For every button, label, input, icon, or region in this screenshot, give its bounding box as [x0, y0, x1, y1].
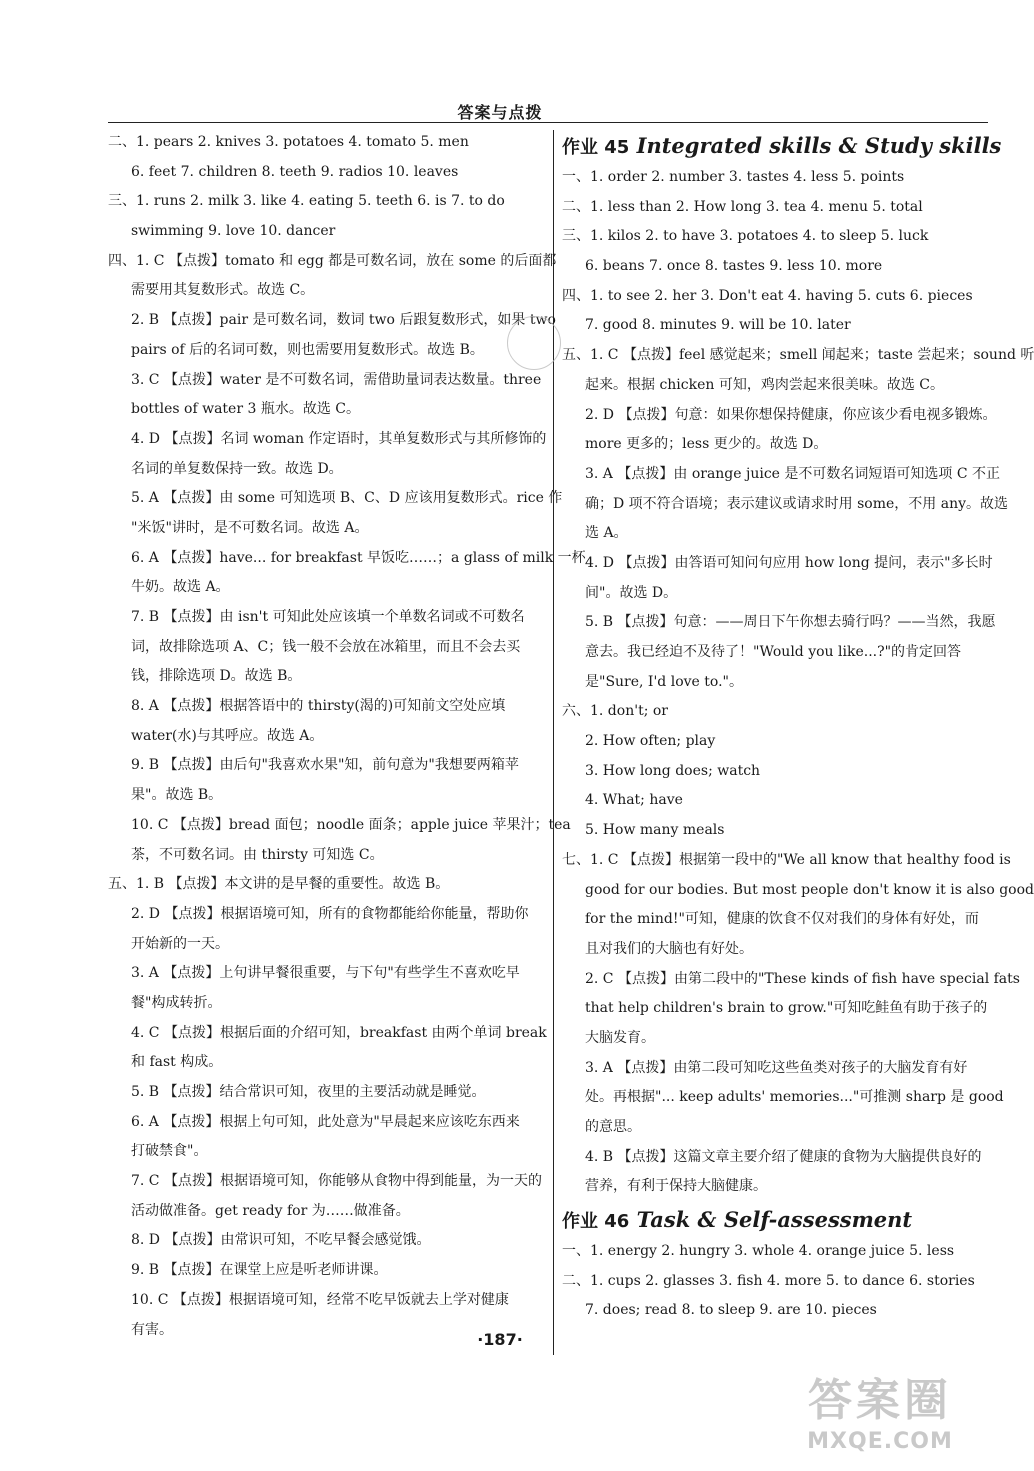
- answer-line: 确；D 项不符合语境；表示建议或请求时用 some，不用 any。故选: [585, 495, 1009, 512]
- answer-line: 3. A 【点拨】上句讲早餐很重要，与下句"有些学生不喜欢吃早: [131, 965, 520, 982]
- answer-line: 3. C 【点拨】water 是不可数名词，需借助量词表达数量。three: [131, 371, 542, 388]
- answer-line: 8. A 【点拨】根据答语中的 thirsty(渴的)可知前文空处应填: [131, 698, 506, 715]
- answer-line: more 更多的；less 更少的。故选 D。: [585, 436, 828, 453]
- answer-line: 茶，不可数名词。由 thirsty 可知选 C。: [131, 846, 384, 863]
- answer-line: 五、1. B 【点拨】本文讲的是早餐的重要性。故选 B。: [108, 876, 450, 893]
- answer-line: 4. D 【点拨】由答语可知问句应用 how long 提问，表示"多长时: [585, 554, 993, 571]
- answer-line: 二、1. less than 2. How long 3. tea 4. menu 5. total: [562, 198, 923, 215]
- answer-line: 果"。故选 B。: [131, 787, 223, 804]
- answer-line: 4. D 【点拨】名词 woman 作定语时，其单复数形式与其所修饰的: [131, 430, 547, 447]
- answer-line: 10. C 【点拨】根据语境可知，经常不吃早饭就去上学对健康: [131, 1291, 509, 1308]
- answer-line: 一、1. energy 2. hungry 3. whole 4. orange juice 5. less: [562, 1243, 955, 1260]
- answer-line: 5. How many meals: [585, 822, 725, 839]
- answer-line: 2. B 【点拨】pair 是可数名词，数词 two 后跟复数形式，如果 two: [131, 312, 556, 329]
- page-number: ·187·: [477, 1330, 523, 1349]
- answer-line: 大脑发育。: [585, 1029, 655, 1046]
- answer-line: 有害。: [131, 1321, 173, 1338]
- answer-line: 6. feet 7. children 8. teeth 9. radios 10. leaves: [131, 163, 459, 180]
- answer-line: 需要用其复数形式。故选 C。: [131, 282, 315, 299]
- answer-line: 且对我们的大脑也有好处。: [585, 940, 753, 957]
- answer-line: 6. beans 7. once 8. tastes 9. less 10. more: [585, 258, 883, 275]
- faint-stamp-mark: [507, 316, 561, 370]
- answer-line: 打破禁食"。: [131, 1143, 208, 1160]
- answer-line: 二、1. pears 2. knives 3. potatoes 4. tomato 5. men: [108, 134, 469, 150]
- answer-line: 2. How often; play: [585, 733, 716, 750]
- answer-line: 词，故排除选项 A、C；钱一般不会放在冰箱里，而且不会去买: [131, 638, 521, 655]
- answer-line: 意去。我已经迫不及待了！"Would you like...?"的肯定回答: [585, 644, 962, 660]
- header-divider: [108, 122, 988, 123]
- answer-line: 5. B 【点拨】句意：——周日下午你想去骑行吗？——当然，我愿: [585, 614, 996, 631]
- answer-line: 的意思。: [585, 1119, 641, 1135]
- answer-line: 3. A 【点拨】由第二段可知吃这些鱼类对孩子的大脑发育有好: [585, 1059, 968, 1076]
- answer-line: 9. B 【点拨】由后句"我喜欢水果"知，前句意为"我想要两箱苹: [131, 757, 519, 774]
- answer-line: 7. B 【点拨】由 isn't 可知此处应该填一个单数名词或不可数名: [131, 609, 525, 625]
- answer-line: 8. D 【点拨】由常识可知，不吃早餐会感觉饿。: [131, 1232, 431, 1249]
- answer-line: 开始新的一天。: [131, 935, 229, 952]
- answer-line: 三、1. runs 2. milk 3. like 4. eating 5. teeth 6. is 7. to do: [108, 193, 505, 210]
- answer-line: 4. What; have: [585, 792, 683, 809]
- answer-line: pairs of 后的名词可数，则也需要用复数形式。故选 B。: [131, 341, 484, 358]
- section-title: Integrated skills & Study skills: [636, 133, 1002, 158]
- answer-line: water(水)与其呼应。故选 A。: [131, 727, 324, 744]
- answer-line: 和 fast 构成。: [131, 1054, 223, 1071]
- answer-line: good for our bodies. But most people don't know it is also good: [585, 881, 1034, 898]
- answer-line: 三、1. kilos 2. to have 3. potatoes 4. to sleep 5. luck: [562, 228, 929, 245]
- answer-line: 6. A 【点拨】have... for breakfast 早饭吃……；a glass of milk 一杯: [131, 549, 586, 566]
- site-watermark-logo: [780, 1373, 980, 1463]
- answer-line: 营养，有利于保持大脑健康。: [585, 1178, 767, 1195]
- section-title: Task & Self-assessment: [636, 1207, 913, 1233]
- answer-line: 餐"构成转折。: [131, 994, 222, 1011]
- answer-line: 起来。根据 chicken 可知，鸡肉尝起来很美味。故选 C。: [585, 376, 945, 393]
- answer-line: 一、1. order 2. number 3. tastes 4. less 5. points: [562, 169, 905, 185]
- answer-line: 10. C 【点拨】bread 面包；noodle 面条；apple juice 苹果汁；tea: [131, 816, 571, 833]
- answer-line: 牛奶。故选 A。: [131, 579, 230, 596]
- answer-line: 四、1. C 【点拨】tomato 和 egg 都是可数名词，放在 some 的后面都: [108, 252, 557, 269]
- answer-line: swimming 9. love 10. dancer: [131, 223, 336, 240]
- answer-line: 2. C 【点拨】由第二段中的"These kinds of fish have special fats: [585, 970, 1020, 987]
- section-number: 作业 46: [562, 1211, 630, 1233]
- answer-line: 处。再根据"... keep adults' memories..."可推测 sharp 是 good: [585, 1089, 1004, 1106]
- section-heading: [562, 128, 1002, 163]
- answer-line: 7. C 【点拨】根据语境可知，你能够从食物中得到能量，为一天的: [131, 1173, 542, 1190]
- answer-line: 9. B 【点拨】在课堂上应是听老师讲课。: [131, 1262, 388, 1279]
- answer-line: 五、1. C 【点拨】feel 感觉起来；smell 闻起来；taste 尝起来；sound 听: [562, 347, 1034, 364]
- answer-line: for the mind!"可知，健康的饮食不仅对我们的身体有好处，而: [585, 911, 979, 928]
- answer-line: 6. A 【点拨】根据上句可知，此处意为"早晨起来应该吃东西来: [131, 1113, 520, 1130]
- answer-line: that help children's brain to grow."可知吃鲑鱼有助于孩子的: [585, 1000, 988, 1017]
- answer-line: 2. D 【点拨】根据语境可知，所有的食物都能给你能量，帮助你: [131, 905, 529, 922]
- watermark-bottom-text: MXQE.COM: [807, 1429, 953, 1454]
- answer-line: 名词的单复数保持一致。故选 D。: [131, 460, 343, 477]
- section-heading: [562, 1202, 987, 1237]
- answer-line: 七、1. C 【点拨】根据第一段中的"We all know that healthy food is: [562, 851, 1011, 868]
- answer-line: 3. How long does; watch: [585, 762, 761, 779]
- answer-line: bottles of water 3 瓶水。故选 C。: [131, 401, 361, 418]
- answer-line: 7. good 8. minutes 9. will be 10. later: [585, 317, 851, 334]
- answer-line: 间"。故选 D。: [585, 584, 678, 601]
- answer-line: "米饭"讲时，是不可数名词。故选 A。: [131, 519, 369, 536]
- answer-line: 4. B 【点拨】这篇文章主要介绍了健康的食物为大脑提供良好的: [585, 1148, 982, 1165]
- page-header-title: 答案与点拨: [457, 103, 543, 122]
- answer-line: 3. A 【点拨】由 orange juice 是不可数名词短语可知选项 C 不正: [585, 465, 1001, 482]
- section-number: 作业 45: [562, 137, 630, 158]
- answer-line: 二、1. cups 2. glasses 3. fish 4. more 5. to dance 6. stories: [562, 1272, 975, 1289]
- answer-line: 六、1. don't; or: [562, 703, 668, 720]
- answer-line: 四、1. to see 2. her 3. Don't eat 4. having 5. cuts 6. pieces: [562, 287, 973, 304]
- answer-line: 活动做准备。get ready for 为……做准备。: [131, 1202, 410, 1219]
- left-column: [108, 128, 586, 1345]
- answer-line: 5. A 【点拨】由 some 可知选项 B、C、D 应该用复数形式。rice 作: [131, 490, 563, 507]
- answer-line: 7. does; read 8. to sleep 9. are 10. pieces: [585, 1302, 877, 1319]
- answer-line: 选 A。: [585, 525, 628, 542]
- answer-line: 2. D 【点拨】句意：如果你想保持健康，你应该少看电视多锻炼。: [585, 406, 997, 423]
- answer-line: 钱，排除选项 D。故选 B。: [131, 668, 302, 685]
- answer-line: 是"Sure, I'd love to."。: [585, 673, 743, 690]
- answer-line: 4. C 【点拨】根据后面的介绍可知，breakfast 由两个单词 break: [131, 1024, 547, 1041]
- right-column: [562, 128, 1034, 1326]
- watermark-top-text: 答案圈: [808, 1375, 952, 1426]
- answer-line: 5. B 【点拨】结合常识可知，夜里的主要活动就是睡觉。: [131, 1084, 486, 1100]
